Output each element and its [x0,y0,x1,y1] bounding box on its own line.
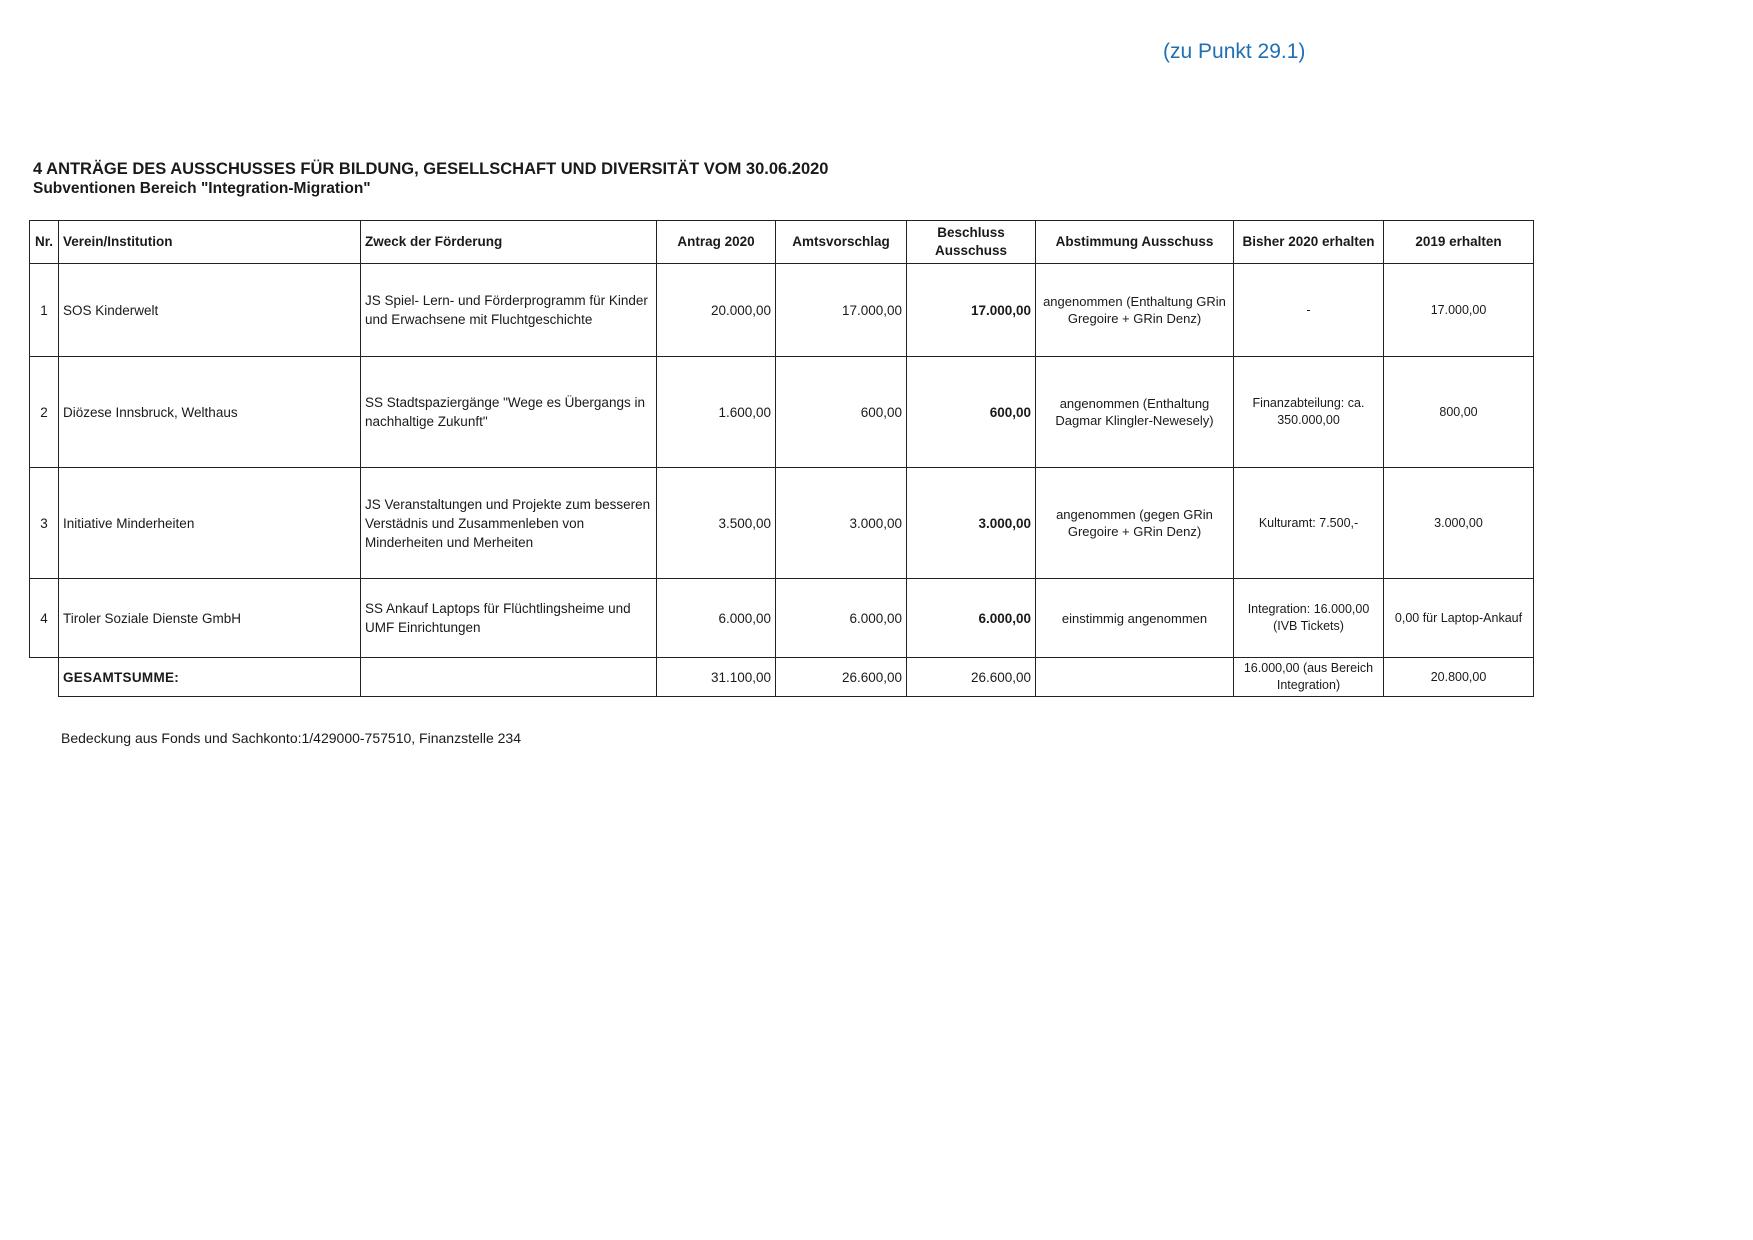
cell-beschluss: 600,00 [907,357,1036,468]
cell-bisher: Kulturamt: 7.500,- [1234,468,1384,579]
cell-abstimmung: angenommen (Enthaltung GRin Gregoire + GRin Denz) [1036,264,1234,357]
cell-beschluss: 6.000,00 [907,579,1036,658]
cell-antrag: 6.000,00 [657,579,776,658]
cell-abstimmung: einstimmig angenommen [1036,579,1234,658]
cell-nr: 3 [30,468,59,579]
cell-2019: 3.000,00 [1384,468,1534,579]
cell-nr: 4 [30,579,59,658]
cell-nr: 2 [30,357,59,468]
table-row [30,264,1534,357]
subsidy-table [29,220,1534,697]
cell-verein: SOS Kinderwelt [59,264,361,357]
cell-antrag: 1.600,00 [657,357,776,468]
table-row [30,357,1534,468]
cell-beschluss: 3.000,00 [907,468,1036,579]
cell-zweck: JS Spiel- Lern- und Förderprogramm für Kinder und Erwachsene mit Fluchtgeschichte [361,264,657,357]
header-zweck: Zweck der Förderung [361,221,657,264]
cell-antrag: 20.000,00 [657,264,776,357]
cell-nr: 1 [30,264,59,357]
heading-title: 4 ANTRÄGE DES AUSSCHUSSES FÜR BILDUNG, GESELLSCHAFT UND DIVERSITÄT VOM 30.06.2020 [33,160,829,178]
agenda-reference: (zu Punkt 29.1) [1163,40,1306,63]
header-2019: 2019 erhalten [1384,221,1534,264]
total-antrag: 31.100,00 [657,658,776,697]
cell-bisher: - [1234,264,1384,357]
cell-verein: Initiative Minderheiten [59,468,361,579]
cell-verein: Tiroler Soziale Dienste GmbH [59,579,361,658]
cell-zweck: JS Veranstaltungen und Projekte zum besseren Verstädnis und Zusammenleben von Minderheiten und Merheiten [361,468,657,579]
total-beschluss: 26.600,00 [907,658,1036,697]
cell-beschluss: 17.000,00 [907,264,1036,357]
cell-abstimmung: angenommen (Enthaltung Dagmar Klingler-Newesely) [1036,357,1234,468]
cell-bisher: Integration: 16.000,00 (IVB Tickets) [1234,579,1384,658]
cell-2019: 17.000,00 [1384,264,1534,357]
total-row [30,658,1534,697]
total-bisher: 16.000,00 (aus Bereich Integration) [1234,658,1384,697]
cell-amtsvorschlag: 600,00 [776,357,907,468]
cell-antrag: 3.500,00 [657,468,776,579]
cell-abstimmung: angenommen (gegen GRin Gregoire + GRin Denz) [1036,468,1234,579]
cell-zweck: SS Ankauf Laptops für Flüchtlingsheime und UMF Einrichtungen [361,579,657,658]
total-2019: 20.800,00 [1384,658,1534,697]
cell-zweck: SS Stadtspaziergänge "Wege es Übergangs in nachhaltige Zukunft" [361,357,657,468]
document-heading [33,160,829,198]
cell-2019: 0,00 für Laptop-Ankauf [1384,579,1534,658]
heading-subtitle: Subventionen Bereich "Integration-Migration" [33,180,371,197]
cell-amtsvorschlag: 17.000,00 [776,264,907,357]
cell-amtsvorschlag: 6.000,00 [776,579,907,658]
header-beschluss: Beschluss Ausschuss [907,221,1036,264]
cell-2019: 800,00 [1384,357,1534,468]
header-amtsvorschlag: Amtsvorschlag [776,221,907,264]
total-zweck-empty [361,658,657,697]
header-bisher: Bisher 2020 erhalten [1234,221,1384,264]
total-nr-empty [30,658,59,697]
table-row [30,468,1534,579]
total-abstimmung-empty [1036,658,1234,697]
cell-verein: Diözese Innsbruck, Welthaus [59,357,361,468]
cell-amtsvorschlag: 3.000,00 [776,468,907,579]
header-verein: Verein/Institution [59,221,361,264]
header-nr: Nr. [30,221,59,264]
total-amtsvorschlag: 26.600,00 [776,658,907,697]
cell-bisher: Finanzabteilung: ca. 350.000,00 [1234,357,1384,468]
funding-footnote: Bedeckung aus Fonds und Sachkonto:1/429000-757510, Finanzstelle 234 [61,730,522,746]
header-antrag: Antrag 2020 [657,221,776,264]
total-label: GESAMTSUMME: [59,658,361,697]
table-row [30,579,1534,658]
table-header-row [30,221,1534,264]
header-abstimmung: Abstimmung Ausschuss [1036,221,1234,264]
